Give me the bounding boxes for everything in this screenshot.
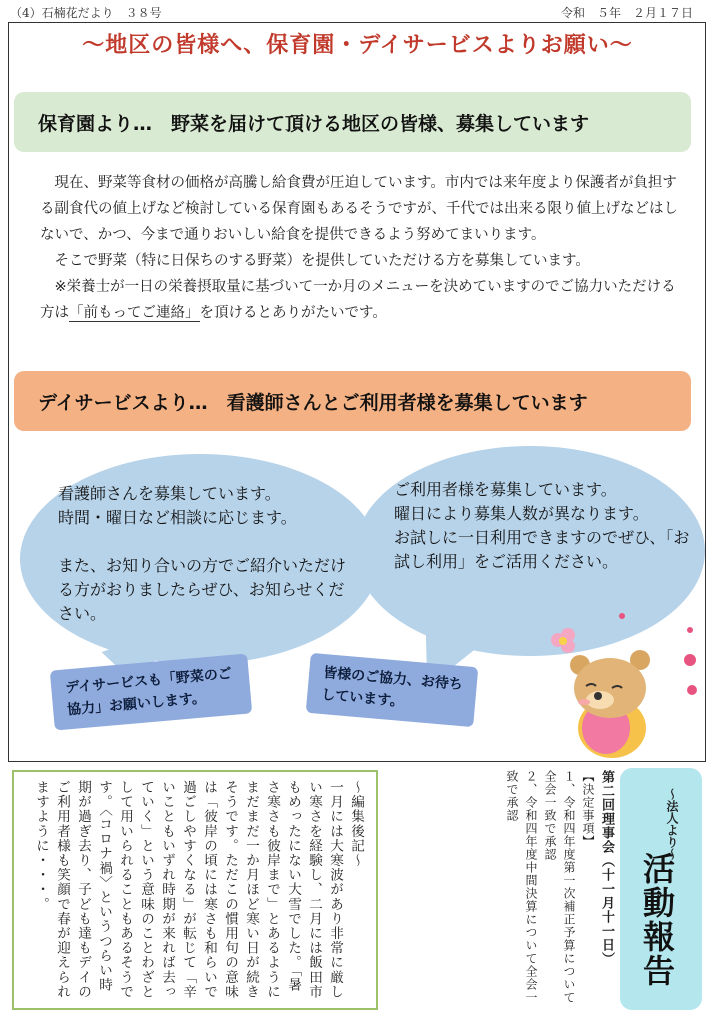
nursery-paragraph-3-underline: 「前もってご連絡」	[69, 305, 200, 321]
bubble-left-line-2: 時間・曜日など相談に応じます。	[58, 508, 297, 527]
issue-label: （4）石楠花だより ３８号	[10, 6, 162, 20]
main-title: 〜地区の皆様へ、保育園・デイサービスよりお願い〜	[82, 33, 633, 58]
editor-note-box	[12, 770, 378, 1010]
bubble-right-line-3: お試しに一日利用できますのでぜひ、「お試し利用」をご活用ください。	[394, 528, 690, 571]
cooperation-tag: 皆様のご協力、お待ちしています。	[306, 653, 479, 727]
bear-illustration	[540, 610, 700, 760]
bubble-right-line-2: 曜日により募集人数が異なります。	[394, 504, 649, 523]
board-meeting-title: 第二回理事会（十一月十一日）	[599, 770, 614, 966]
decisions-label: 【決定事項】	[581, 770, 595, 848]
nursery-paragraph-3-post: を頂けるとありがたいです。	[199, 305, 387, 321]
vegetable-request-tag: デイサービスも「野菜のご協力」お願いします。	[50, 653, 252, 730]
badge-title: 活動報告	[638, 852, 676, 988]
nursery-paragraph-3	[40, 274, 690, 326]
nursery-paragraph-3-pre: ※栄養士が一日の栄養摂取量に基づいて一か月のメニューを決めていますのでご協力いただける方は	[40, 279, 676, 321]
issue-date: 令和 ５年 ２月１７日	[560, 6, 693, 20]
dayservice-heading: デイサービスより… 看護師さんとご利用者様を募集しています	[14, 371, 691, 431]
nursery-heading: 保育園より… 野菜を届けて頂ける地区の皆様、募集しています	[14, 92, 691, 152]
activity-report-badge	[620, 768, 702, 1010]
editor-note-title: 〜編集後記〜	[348, 780, 364, 868]
bubble-left-line-1: 看護師さんを募集しています。	[58, 484, 281, 503]
decision-item-2: ２、令和四年度中間決算について全会一致で承認	[505, 770, 538, 1004]
editor-note-text: 一月には大寒波があり非常に厳しい寒さを経験し、二月には飯田市もめったにない大雪でした。「暑さ寒さも彼岸まで」とあるようにまだまだ一か月ほど寒い日が続きそうです。ただこの慣用句の意味は「彼岸の頃には寒さも和らいで過ごしやすくなる」が転じて「辛いこともいずれ時期が来れば去っていく」という意味のことわざとして用いられることもあるそうです。〈コロナ禍〉というつらい時期が過ぎ去り、子ども達もデイのご利用者様も笑顔で春が迎えられますように・・・。	[33, 780, 343, 999]
board-meeting-report	[438, 770, 616, 1010]
page-header	[0, 0, 715, 20]
bubble-left-line-3: また、お知り合いの方でご紹介いただける方がおりましたらぜひ、お知らせください。	[58, 556, 347, 623]
bubble-right-line-1: ご利用者様を募集しています。	[394, 480, 617, 499]
nursery-paragraph-2: そこで野菜（特に日保ちのする野菜）を提供していただける方を募集しています。	[54, 253, 590, 269]
nursery-paragraph-1: 現在、野菜等食材の価格が高騰し給食費が圧迫しています。市内では来年度より保護者が負担する副食代の値上げなど検討している保育園もあるそうですが、千代では出来る限り値上げなどはしないで、かつ、今まで通りおいしい給食を提供できるよう努めてまいります。	[40, 175, 678, 243]
bubble-right-text	[394, 478, 694, 574]
bubble-left-text	[58, 482, 358, 626]
nursery-body	[40, 170, 690, 326]
badge-subtitle: 〜法人より〜	[665, 788, 679, 860]
decision-item-1: １、令和四年度第一次補正予算について全会一致で承認	[543, 770, 576, 1004]
